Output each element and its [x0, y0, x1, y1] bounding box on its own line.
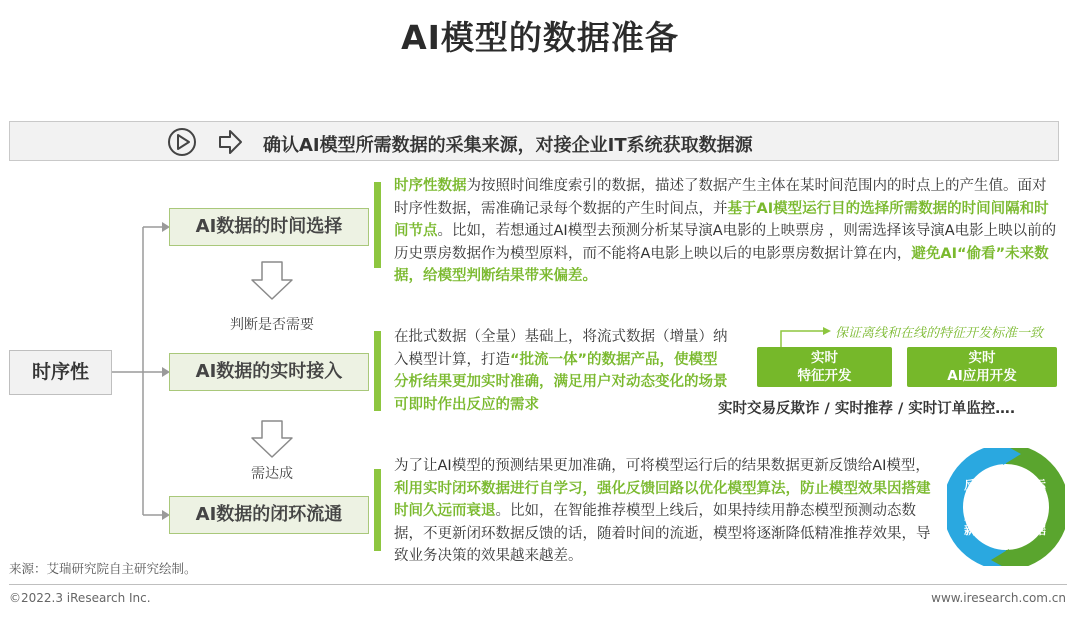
body-text: 在批式数据（全量）基础上，将流式数据（增量）纳入模型计算，打造 — [394, 329, 728, 368]
note-arrow — [775, 323, 835, 349]
body-text: 。比如，若想通过AI模型去预测分析某导演A电影的上映票房 ，则需选择该导演A电影上映以前的历史票房数据作为模型原料，而不能将A电影上映以后的电影票房数据计算在内， — [394, 223, 1057, 262]
branch-closed-loop: AI数据的闭环流通 — [169, 496, 369, 534]
badge-line: 实时 — [811, 350, 838, 366]
accent-bar-3 — [374, 469, 381, 551]
source-note: 来源：艾瑞研究院自主研究绘制。 — [9, 561, 197, 576]
badge-realtime-ai-app — [907, 347, 1057, 387]
cycle-left-label: 反馈更新 — [963, 478, 976, 537]
badge-line: 特征开发 — [797, 368, 852, 384]
badge-line: 实时 — [968, 350, 996, 366]
body-text: 为按照时间维度索引的数据，描述了数据产生主体在某时间范围内的时点上的产生值。面对时序性数据，需准确记录每个数据的产生时间点，并 — [394, 178, 1047, 217]
highlighted-text: 避免AI“偷看”未来数据，给模型判断结果带来偏差。 — [394, 245, 1049, 284]
footer-copyright: ©2022.3 iResearch Inc. — [9, 591, 151, 605]
badge-line: AI应用开发 — [947, 368, 1017, 384]
banner-text: 确认AI模型所需数据的采集来源，对接企业IT系统获取数据源 — [263, 135, 753, 156]
connector-label-judge: 判断是否需要 — [230, 317, 314, 333]
realtime-examples: 实时交易反欺诈 / 实时推荐 / 实时订单监控…. — [718, 401, 1016, 417]
branch-realtime-access: AI数据的实时接入 — [169, 353, 369, 391]
highlighted-text: “批流一体”的数据产品，使模型分析结果更加实时准确，满足用户对动态变化的场景可即时作出反应的需求 — [394, 351, 728, 413]
root-node: 时序性 — [9, 350, 112, 395]
realtime-note: 保证离线和在线的特征开发标准一致 — [835, 326, 1044, 341]
connector-label-achieve: 需达成 — [251, 466, 293, 482]
paragraph-closed-loop — [394, 455, 934, 568]
footer-divider — [9, 584, 1067, 585]
paragraph-realtime-access — [394, 326, 729, 416]
footer-url: www.iresearch.com.cn — [931, 591, 1066, 605]
badge-realtime-feature — [757, 347, 892, 387]
body-text: 。比如，在智能推荐模型上线后，如果持续用静态模型预测动态数据，不更新闭环数据反馈的话，随着时间的流逝，模型将逐渐降低精准推荐效果，导致业务决策的效果越来越差。 — [394, 503, 931, 564]
page-title: AI模型的数据准备 — [401, 18, 679, 57]
highlighted-text: 时序性数据 — [394, 178, 467, 194]
paragraph-time-selection — [394, 175, 1059, 288]
accent-bar-1 — [374, 182, 381, 268]
branch-time-selection: AI数据的时间选择 — [169, 208, 369, 246]
body-text: 为了让AI模型的预测结果更加准确，可将模型运行后的结果数据更新反馈给AI模型， — [394, 458, 930, 474]
highlighted-text: 基于AI模型运行目的选择所需数据的时间间隔和时间节点 — [394, 200, 1049, 239]
accent-bar-2 — [374, 331, 381, 411]
highlighted-text: 利用实时闭环数据进行自学习，强化反馈回路以优化模型算法，防止模型效果因搭建时间久远而衰退 — [394, 480, 931, 519]
cycle-right-label: 运行数据 — [1033, 478, 1046, 537]
